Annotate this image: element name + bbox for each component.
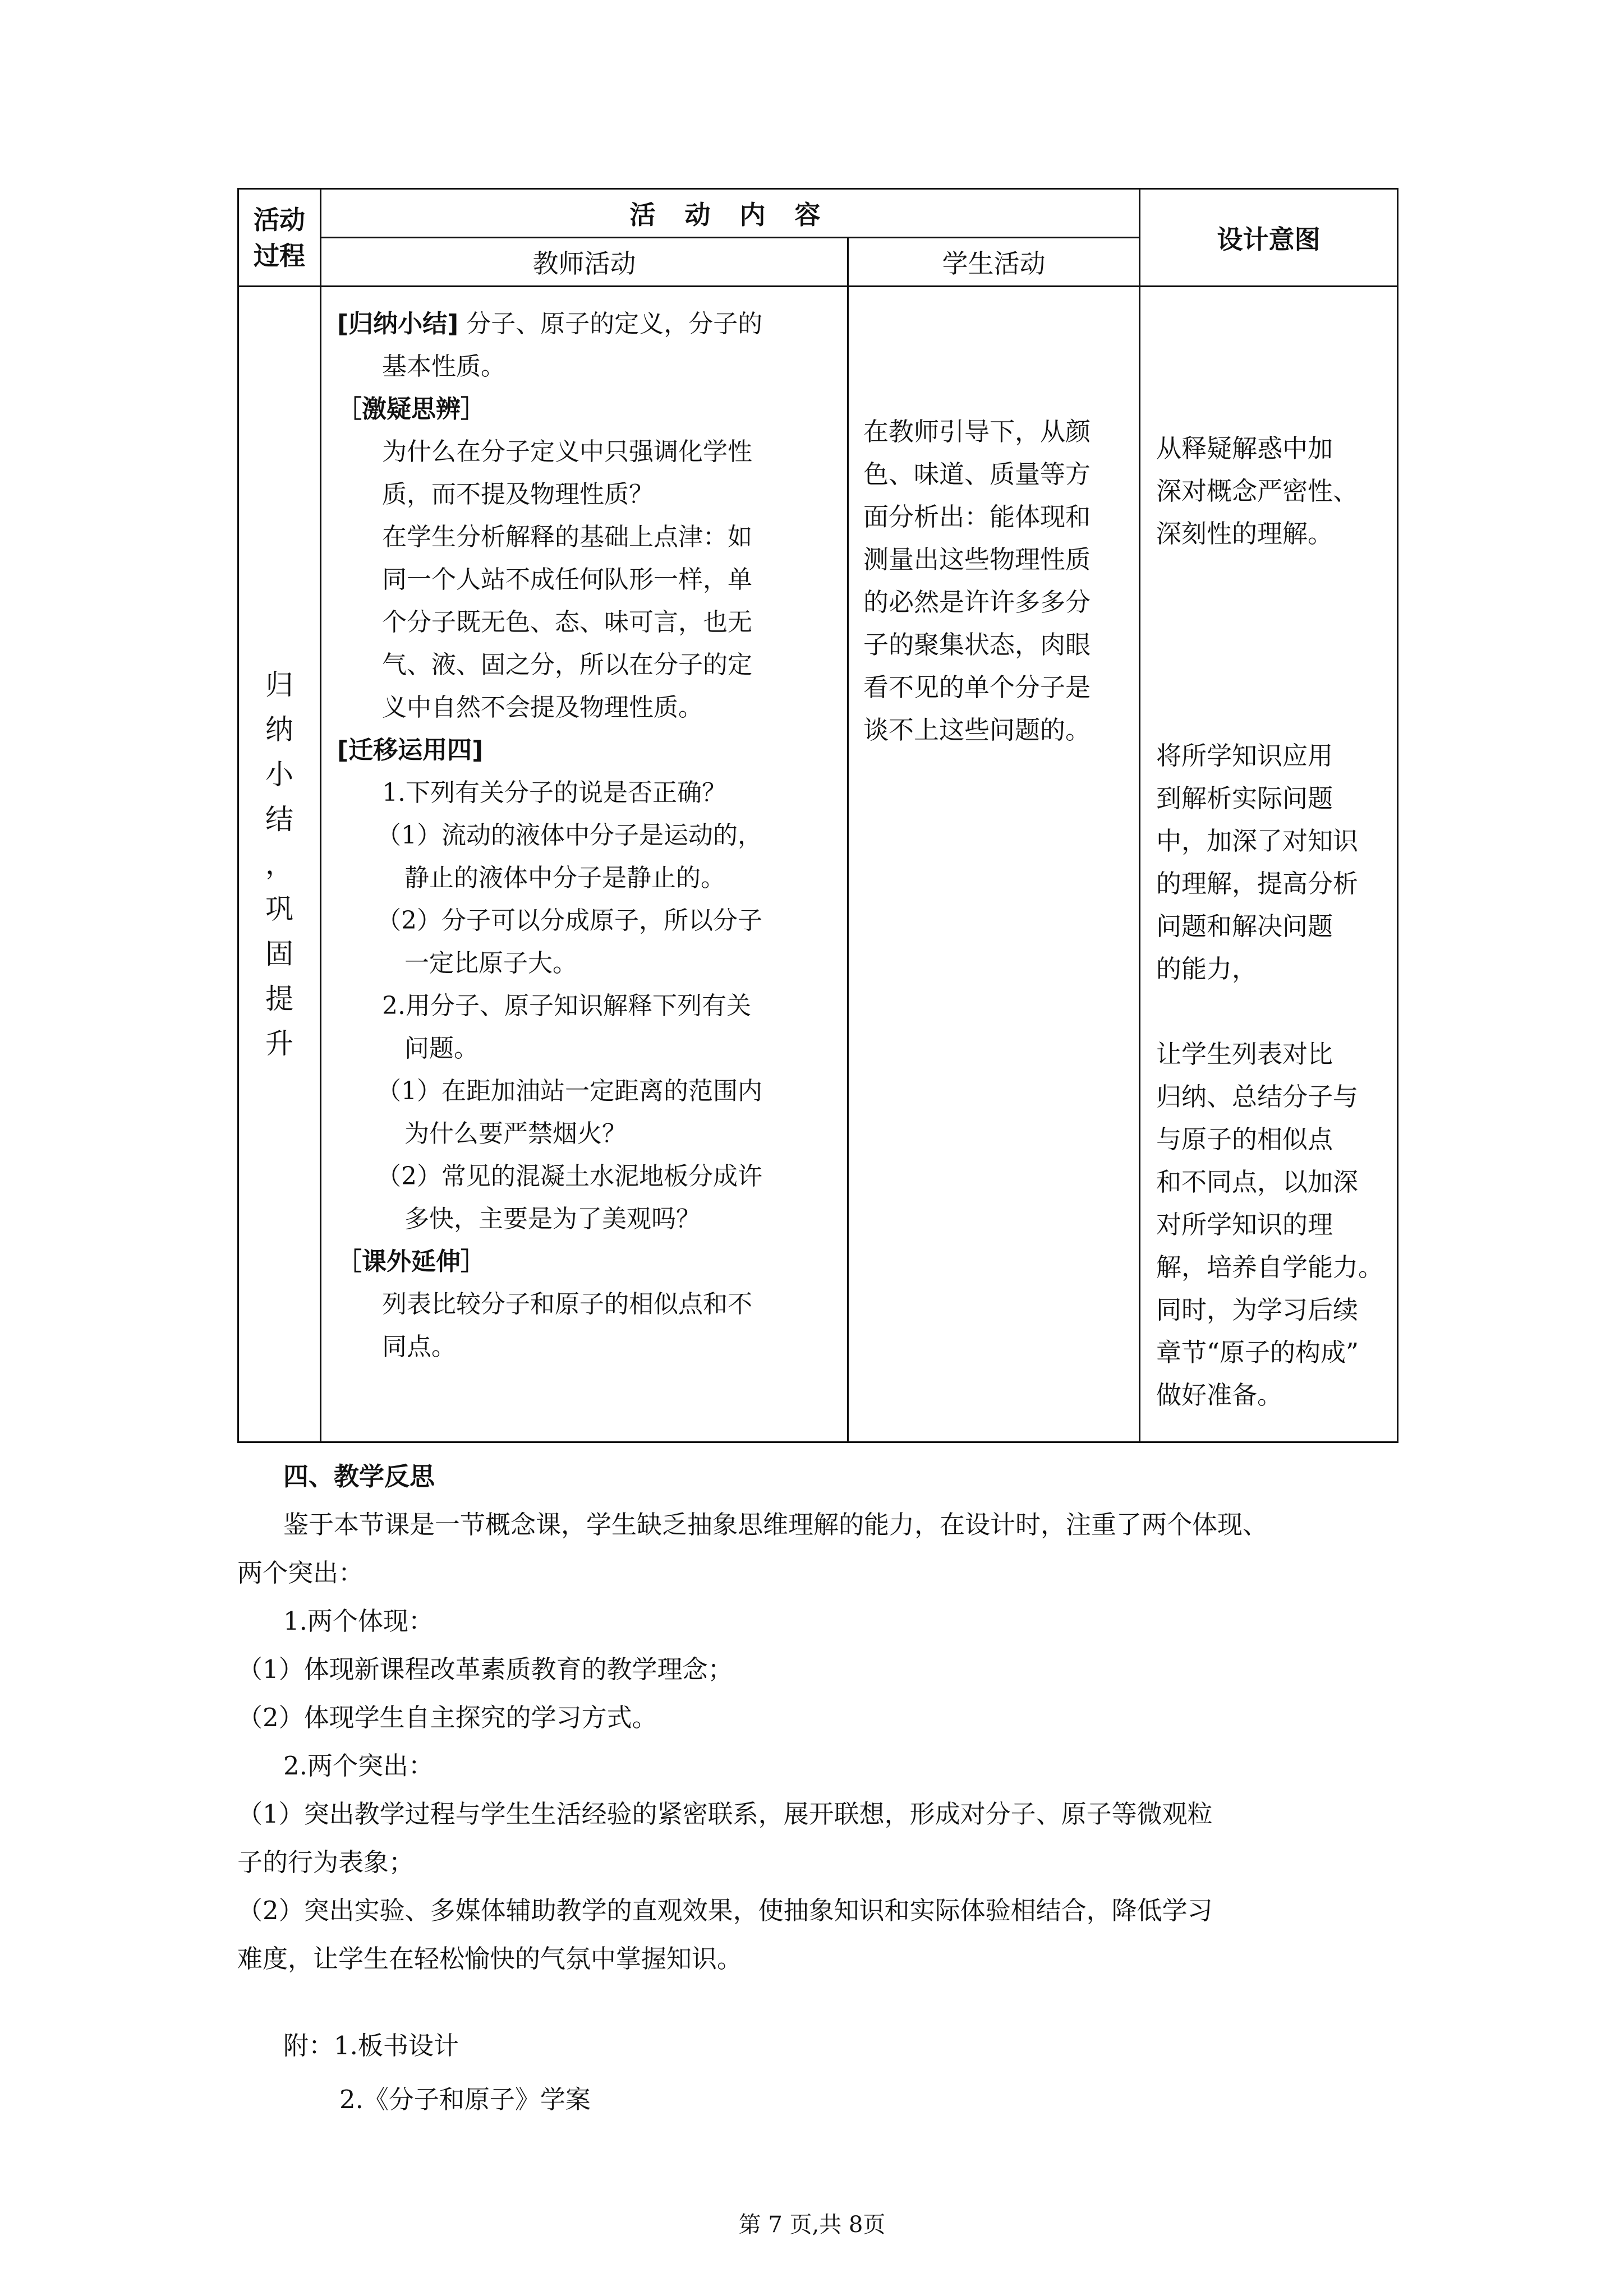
stage-char: 归 [265, 668, 293, 701]
reflection-point: （2）突出实验、多媒体辅助教学的直观效果，使抽象知识和实际体验相结合，降低学习 [237, 1896, 1213, 1925]
question-2-1-cont: 为什么要严禁烟火？ [404, 1119, 627, 1148]
debate-answer: 在学生分析解释的基础上点津：如 [382, 523, 752, 551]
summary-text: 分子、原子的定义，分子的 [466, 310, 763, 338]
summary-tag: [归纳小结] [337, 310, 459, 338]
design-line: 解，培养自学能力。 [1156, 1252, 1384, 1282]
question-2: 2.用分子、原子知识解释下列有关 [382, 992, 751, 1020]
question-2-1: （1）在距加油站一定距离的范围内 [376, 1077, 762, 1105]
design-line: 和不同点，以加深 [1156, 1167, 1359, 1197]
design-line: 深对概念严密性、 [1156, 476, 1359, 506]
design-line: 中，加深了对知识 [1156, 826, 1359, 856]
stage-char: 结 [265, 803, 293, 836]
stage-char: 固 [265, 938, 293, 970]
stage-char: 升 [265, 1027, 293, 1060]
debate-answer: 气、液、固之分，所以在分子的定 [382, 651, 752, 679]
reflection-point-cont: 难度，让学生在轻松愉快的气氛中掌握知识。 [237, 1944, 743, 1974]
design-line: 问题和解决问题 [1156, 911, 1333, 941]
stage-label [238, 287, 321, 1442]
stage-char: 提 [265, 983, 293, 1015]
appendix-line-1: 附：1.板书设计 [283, 2031, 459, 2060]
student-line: 谈不上这些问题的。 [863, 715, 1091, 745]
page-number: 第 7 页,共 8页 [738, 2212, 886, 2238]
design-line: 将所学知识应用 [1156, 741, 1333, 771]
design-block-1 [1156, 427, 1387, 555]
design-line: 同时，为学习后续 [1156, 1295, 1359, 1325]
header-teacher-activity: 教师活动 [321, 238, 848, 287]
design-line: 归纳、总结分子与 [1156, 1082, 1359, 1112]
summary-line [337, 303, 837, 345]
lesson-activity-table [237, 188, 1398, 1443]
stage-char: 纳 [265, 713, 293, 746]
student-line: 测量出这些物理性质 [863, 545, 1091, 574]
design-intent-cell [1140, 287, 1398, 1442]
header-activity-process [238, 189, 321, 287]
extension-tag: ［课外延伸］ [337, 1247, 485, 1276]
design-line: 让学生列表对比 [1156, 1039, 1333, 1069]
transfer-tag: [迁移运用四] [337, 736, 484, 764]
student-line: 面分析出：能体现和 [863, 502, 1091, 532]
teacher-activity-cell [321, 287, 848, 1442]
question-1-1-cont: 静止的液体中分子是静止的。 [404, 864, 725, 892]
question-1-2-cont: 一定比原子大。 [404, 949, 577, 978]
reflection-heading-1: 1.两个体现： [283, 1606, 434, 1636]
student-line: 色、味道、质量等方 [863, 459, 1091, 489]
appendix [283, 2019, 591, 2127]
summary-text-cont: 基本性质。 [382, 352, 505, 381]
question-2-2: （2）常见的混凝土水泥地板分成许 [376, 1162, 762, 1191]
header-design-intent: 设计意图 [1140, 189, 1398, 287]
design-block-3 [1156, 1033, 1387, 1417]
question-2-cont: 问题。 [404, 1034, 479, 1063]
design-block-2 [1156, 735, 1387, 990]
reflection-point: （1）体现新课程改革素质教育的教学理念； [237, 1654, 733, 1684]
debate-answer: 个分子既无色、态、味可言，也无 [382, 608, 752, 637]
teaching-reflection [237, 1453, 1397, 1983]
debate-question: 质，而不提及物理性质？ [382, 480, 654, 509]
student-activity-cell [848, 287, 1140, 1442]
header-student-activity: 学生活动 [848, 238, 1140, 287]
reflection-intro-cont: 两个突出： [237, 1558, 364, 1588]
question-1-2: （2）分子可以分成原子，所以分子 [376, 906, 762, 935]
design-line: 深刻性的理解。 [1156, 519, 1333, 548]
question-2-2-cont: 多快，主要是为了美观吗？ [404, 1205, 701, 1233]
stage-char: ， [265, 848, 293, 880]
reflection-point: （1）突出教学过程与学生生活经验的紧密联系，展开联想，形成对分子、原子等微观粒 [237, 1799, 1213, 1829]
design-line: 章节“原子的构成” [1156, 1338, 1359, 1367]
student-line: 看不见的单个分子是 [863, 672, 1091, 702]
stage-char: 巩 [265, 893, 293, 925]
debate-tag: ［激疑思辨］ [337, 395, 485, 423]
reflection-point-cont: 子的行为表象； [237, 1847, 415, 1877]
header-process-text: 活动过程 [254, 204, 305, 271]
question-1-1: （1）流动的液体中分子是运动的， [376, 821, 762, 850]
reflection-intro: 鉴于本节课是一节概念课，学生缺乏抽象思维理解的能力，在设计时，注重了两个体现、 [283, 1510, 1268, 1539]
design-line: 的能力， [1156, 954, 1258, 984]
debate-answer: 义中自然不会提及物理性质。 [382, 693, 703, 722]
debate-answer: 同一个人站不成任何队形一样，单 [382, 565, 752, 594]
design-line: 的理解，提高分析 [1156, 869, 1359, 898]
reflection-title: 四、教学反思 [283, 1461, 435, 1491]
stage-char: 小 [265, 758, 293, 791]
design-line: 与原子的相似点 [1156, 1124, 1333, 1154]
design-line: 做好准备。 [1156, 1380, 1283, 1410]
student-line: 子的聚集状态，肉眼 [863, 630, 1091, 660]
student-line: 的必然是许许多多分 [863, 587, 1091, 617]
header-activity-content: 活 动 内 容 [321, 189, 1140, 238]
design-line: 到解析实际问题 [1156, 783, 1333, 813]
question-1: 1.下列有关分子的说是否正确？ [382, 778, 726, 807]
design-line: 从释疑解惑中加 [1156, 434, 1333, 463]
extension-text: 列表比较分子和原子的相似点和不 [382, 1290, 752, 1318]
design-line: 对所学知识的理 [1156, 1210, 1333, 1239]
reflection-heading-2: 2.两个突出： [283, 1751, 434, 1781]
appendix-line-2: 2.《分子和原子》学案 [339, 2085, 591, 2114]
reflection-point: （2）体现学生自主探究的学习方式。 [237, 1703, 657, 1732]
extension-text: 同点。 [382, 1333, 456, 1361]
student-line: 在教师引导下，从颜 [863, 417, 1091, 446]
debate-question: 为什么在分子定义中只强调化学性 [382, 437, 752, 466]
